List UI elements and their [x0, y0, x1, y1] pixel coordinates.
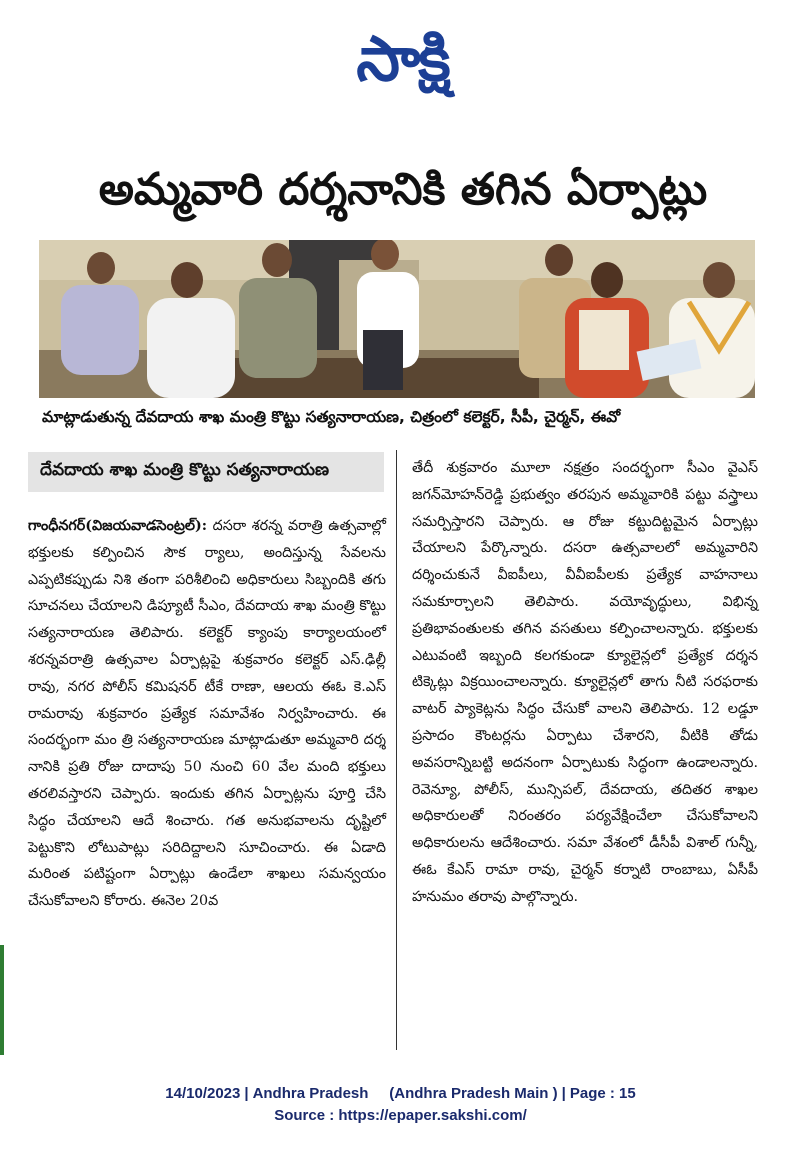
subheading-text: దేవదాయ శాఖ మంత్రి కొట్టు సత్యనారాయణ: [40, 460, 329, 480]
body-left-text: దసరా శరన్న వరాత్రి ఉత్సవాల్లో భక్తులకు కల్పించిన సౌక ర్యాలు, అందిస్తున్న సేవలను ఎప్పటికప్పుడు నిశి తంగా పరిశీలించి అధికారులు సిబ్బందికి తగు సూచనలు చేయాలని డిప్యూటీ సీఎం, దేవదాయ శాఖ మంత్రి కొట్టు సత్యనారాయణ తెలిపారు. కలెక్టర్ క్యాంపు కార్యాలయంలో శరన్నవరాత్రి ఉత్సవాల ఏర్పాట్లపై శుక్రవారం కలెక్టర్ ఎస్.ఢిల్లీ రావు, నగర పోలీస్ కమిషనర్ టీకే రాణా, ఆలయ ఈఓ కె.ఎస్ రామరావు శుక్రవారం ప్రత్యేక సమావేశం నిర్వహించారు. ఈ సందర్భంగా మం త్రి సత్యనారాయణ మాట్లాడుతూ అమ్మవారి దర్శ నానికి ప్రతి రోజు దాదాపు 50 నుంచి 60 వేల మంది భక్తులు తరలివస్తారని చెప్పారు. ఇందుకు తగిన ఏర్పాట్లను పూర్తి చేసి సిద్ధం చేయాలని ఆదే శించారు. గత అనుభవాలను దృష్టిలో పెట్టుకొని లోటుపాట్లు సరిదిద్దాలని సూచించారు. ఈ ఏడాది మరింత పటిష్టంగా ఏర్పాట్లు ఉండేలా శాఖలు సమన్వయం చేసుకోవాలని కోరారు. ఈనెల 20వ: [28, 518, 386, 910]
article-body-right: తేదీ శుక్రవారం మూలా నక్షత్రం సందర్భంగా సీఎం వైఎస్ జగన్‌మోహన్‌రెడ్డి ప్రభుత్వం తరపున అమ్మవారికి పట్టు వస్త్రాలు సమర్పిస్తారని చెప్పారు. ఆ రోజు కట్టుదిట్టమైన ఏర్పాట్లు చేయాలని పేర్కొన్నారు. దసరా ఉత్సవాలలో అమ్మవారిని దర్శించుకునే వీఐపీలు, వీవీఐపీలకు ప్రత్యేక వాహనాలు సమకూర్చాలని తెలిపారు. వయోవృద్ధులు, విభిన్న ప్రతిభావంతులకు తగిన వసతులు కల్పించాలన్నారు. భక్తులకు ఎటువంటి ఇబ్బంది కలగకుండా క్యూలైన్లలో ప్రత్యేక దర్శన టిక్కెట్లు విక్రయించాలన్నారు. క్యూలైన్లలో తాగు నీటి సరఫరాకు వాటర్ ప్యాకెట్లను సిద్ధం చేసుకో వాలని తెలిపారు. 12 లడ్డూ ప్రసాదం కౌంటర్లను ఏర్పాటు చేశారని, వీటికి తోడు అవసరాన్నిబట్టి అదనంగా ఏర్పాటుకు సిద్ధంగా ఉండాలన్నారు. రెవెన్యూ, పోలీస్, మున్సిపల్, దేవదాయ, తదితర శాఖల అధికారులతో నిరంతరం పర్యవేక్షించేలా చేసుకోవాలని అధికారులను ఆదేశించారు. సమా వేశంలో డీసీపీ విశాల్ గున్నీ, ఈఓ కేఎస్ రామా రావు, చైర్మన్ కర్నాటి రాంబాబు, ఏసీపీ హనుమం తరావు పాల్గొన్నారు.: [412, 460, 758, 905]
page-edge-strip: [0, 945, 4, 1055]
article-headline: అమ్మవారి దర్శనానికి తగిన ఏర్పాట్లు: [98, 164, 708, 215]
footer-date: 14/10/2023: [165, 1085, 241, 1102]
footer-page: Page : 15: [569, 1085, 636, 1102]
article-photo: [39, 240, 755, 398]
dateline: గాంధీనగర్(విజయవాడసెంట్రల్):: [28, 518, 208, 534]
column-divider: [396, 450, 397, 1050]
footer-source[interactable]: Source : https://epaper.sakshi.com/: [274, 1107, 527, 1124]
page-footer: [0, 1083, 801, 1127]
article-subheading: [28, 452, 384, 492]
photo-caption: మాట్లాడుతున్న దేవదాయ శాఖ మంత్రి కొట్టు సత్యనారాయణ, చిత్రంలో కలెక్టర్, సీపీ, చైర్మన్, ఈవో: [42, 408, 621, 426]
footer-meta: 14/10/2023 | Andhra Pradesh (Andhra Pradesh Main ) | Page : 15: [165, 1085, 636, 1102]
footer-edition: (Andhra Pradesh Main ): [389, 1085, 558, 1102]
sakshi-logo[interactable]: [300, 14, 505, 104]
footer-state: Andhra Pradesh: [252, 1085, 369, 1102]
article-body-left: [28, 513, 386, 915]
logo-text: సాక్షి: [356, 22, 449, 95]
